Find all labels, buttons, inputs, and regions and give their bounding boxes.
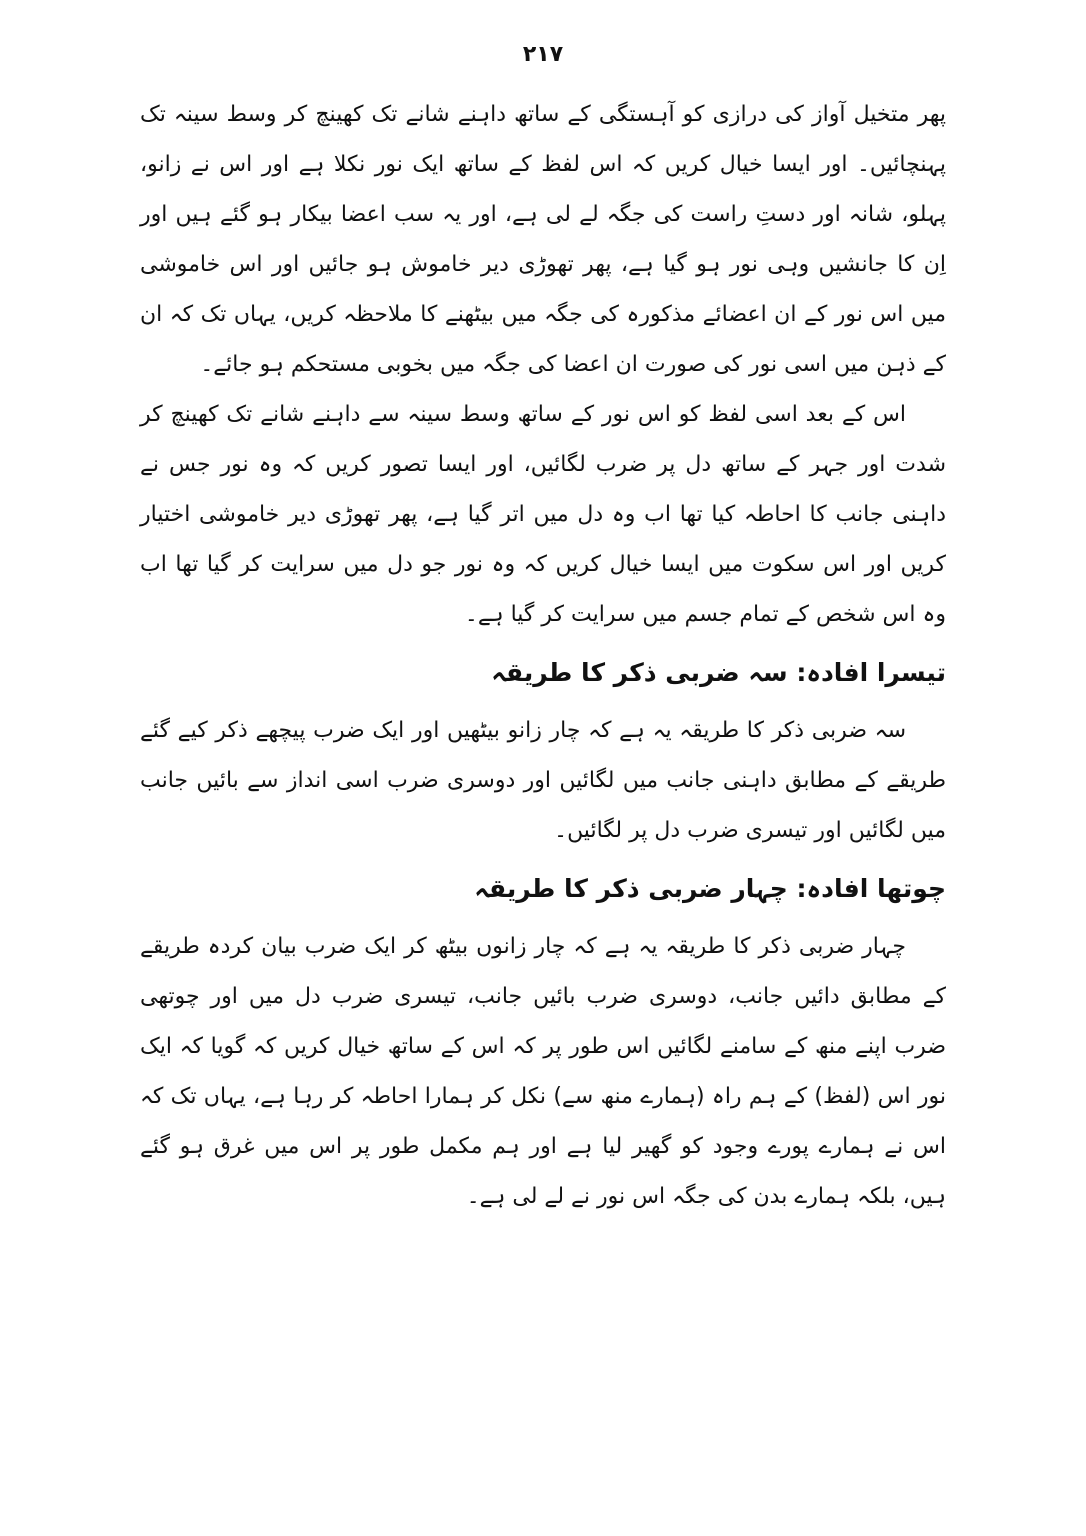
paragraph-3: سہ ضربی ذکر کا طریقہ یہ ہے کہ چار زانو بیٹھیں اور ایک ضرب پیچھے ذکر کیے گئے طریقے کے مطابق داہنی جانب میں لگائیں اور دوسری ضرب اسی انداز سے بائیں جانب میں لگائیں اور تیسری ضرب دل پر لگائیں۔ (140, 718, 946, 843)
section-heading-fourth: چوتھا افادہ: چہار ضربی ذکر کا طریقہ (474, 874, 946, 903)
paragraph-2: اس کے بعد اسی لفظ کو اس نور کے ساتھ وسط سینہ سے داہنے شانے تک کھینچ کر شدت اور جہر کے ساتھ دل پر ضرب لگائیں، اور ایسا تصور کریں کہ وہ نور جس نے داہنی جانب کا احاطہ کیا تھا اب وہ دل میں اتر گیا ہے، پھر تھوڑی دیر خاموشی اختیار کریں اور اس سکوت میں ایسا خیال کریں کہ وہ نور جو دل میں سرایت کر گیا تھا اب وہ اس شخص کے تمام جسم میں سرایت کر گیا ہے۔ (140, 402, 946, 627)
page-number: ۲۱۷ (522, 42, 564, 67)
paragraph-4: چہار ضربی ذکر کا طریقہ یہ ہے کہ چار زانوں بیٹھ کر ایک ضرب بیان کردہ طریقے کے مطابق دائیں جانب، دوسری ضرب بائیں جانب، تیسری ضرب دل میں اور چوتھی ضرب اپنے منھ کے سامنے لگائیں اس طور پر کہ اس کے ساتھ خیال کریں کہ گویا کہ ایک نور اس (لفظ) کے ہم راہ (ہمارے منھ سے) نکل کر ہمارا احاطہ کر رہا ہے، یہاں تک کہ اس نے ہمارے پورے وجود کو گھیر لیا ہے اور ہم مکمل طور پر اس میں غرق ہو گئے ہیں، بلکہ ہمارے بدن کی جگہ اس نور نے لے لی ہے۔ (140, 934, 946, 1209)
page-body (140, 90, 946, 1222)
section-heading-third: تیسرا افادہ: سہ ضربی ذکر کا طریقہ (491, 658, 946, 687)
paragraph-1: پھر متخیل آواز کی درازی کو آہستگی کے ساتھ داہنے شانے تک کھینچ کر وسط سینہ تک پہنچائیں۔ اور ایسا خیال کریں کہ اس لفظ کے ساتھ ایک نور نکلا ہے اور اس نے زانو، پہلو، شانہ اور دستِ راست کی جگہ لے لی ہے، اور یہ سب اعضا بیکار ہو گئے ہیں اور اِن کا جانشیں وہی نور ہو گیا ہے، پھر تھوڑی دیر خاموش ہو جائیں اور اس خاموشی میں اس نور کے ان اعضائے مذکورہ کی جگہ میں بیٹھنے کا ملاحظہ کریں، یہاں تک کہ ان کے ذہن میں اسی نور کی صورت ان اعضا کی جگہ میں بخوبی مستحکم ہو جائے۔ (140, 102, 946, 377)
